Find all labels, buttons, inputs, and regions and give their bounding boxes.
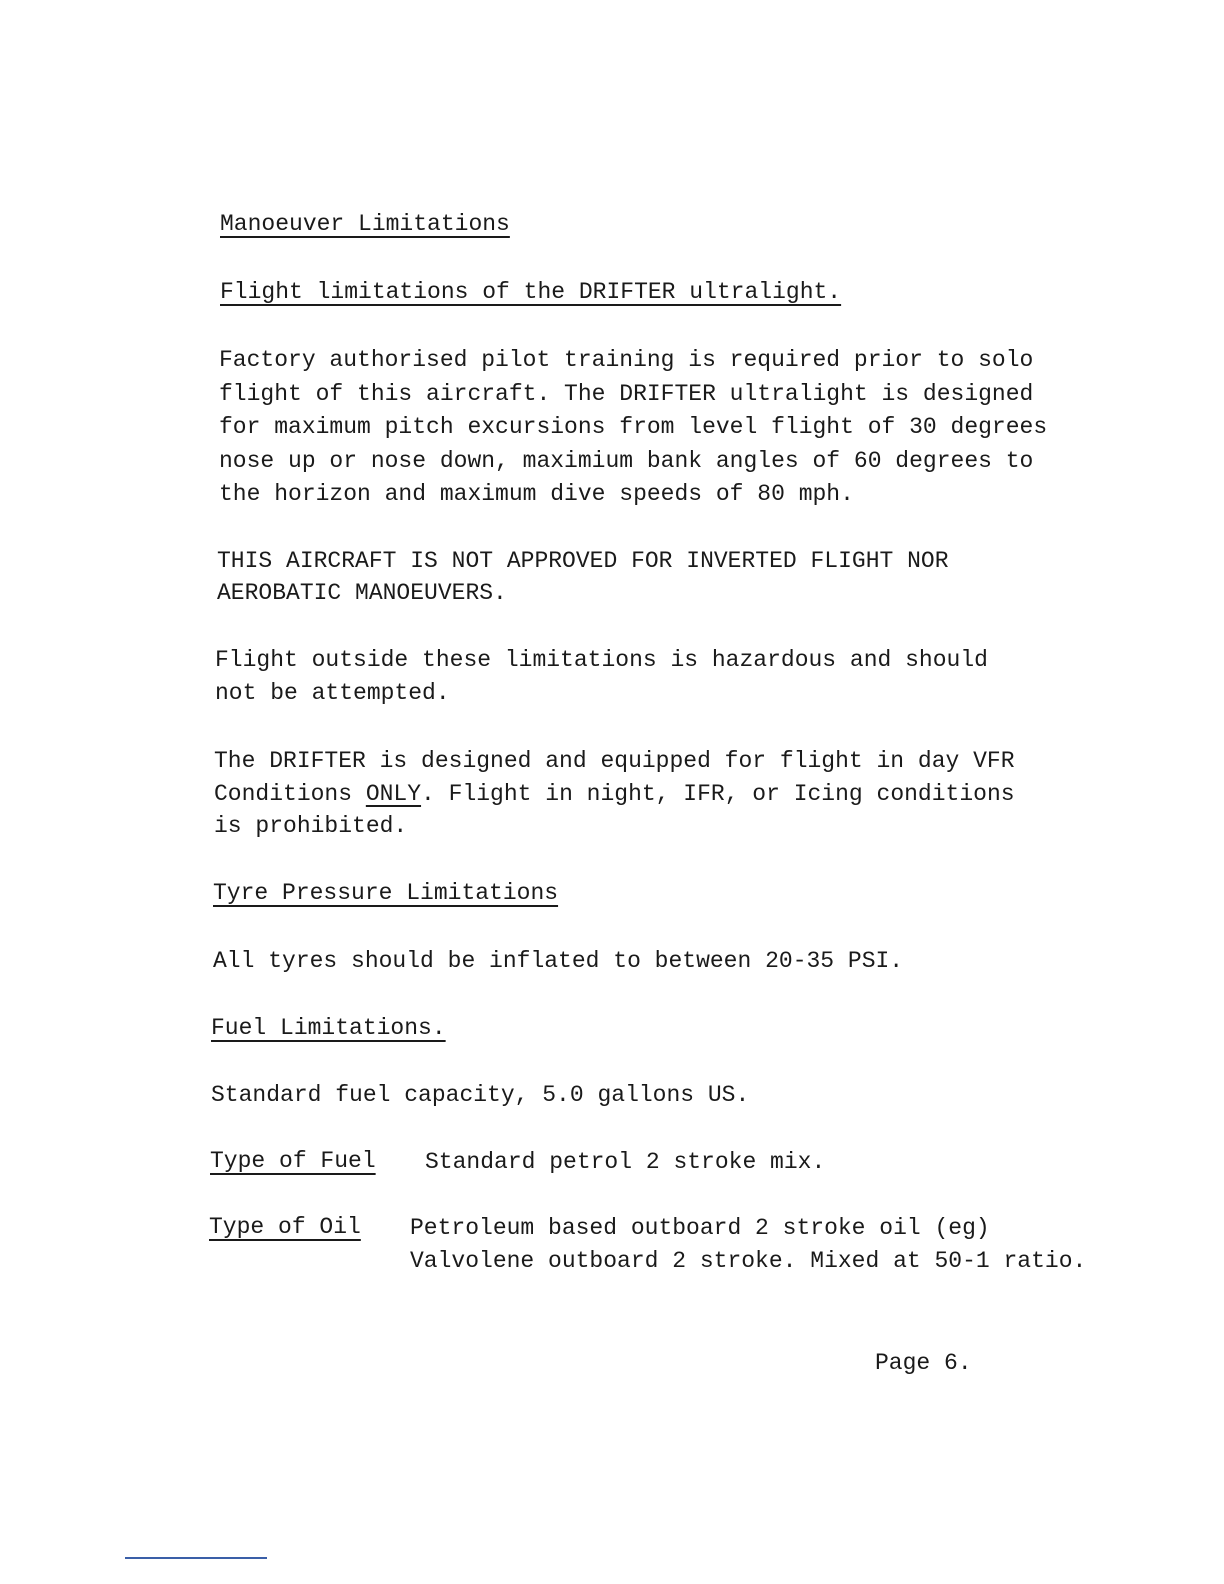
paragraph-line: The DRIFTER is designed and equipped for flight in day VFR [214,748,1015,774]
conditions-text: Conditions [214,781,366,807]
heading-fuel-limitations: Fuel Limitations. [211,1015,446,1041]
type-of-fuel-value: Standard petrol 2 stroke mix. [425,1149,826,1175]
heading-tyre-pressure: Tyre Pressure Limitations [213,880,559,906]
fuel-capacity-text: Standard fuel capacity, 5.0 gallons US. [211,1082,750,1108]
paragraph-line: not be attempted. [215,680,450,706]
paragraph-line: Flight outside these limitations is hazardous and should [215,647,988,673]
type-of-fuel-label: Type of Fuel [210,1148,376,1174]
paragraph-line: THIS AIRCRAFT IS NOT APPROVED FOR INVERTED FLIGHT NOR [217,548,949,574]
heading-manoeuver-limitations: Manoeuver Limitations [220,211,510,237]
paragraph-line: AEROBATIC MANOEUVERS. [217,580,507,606]
paragraph-line: for maximum pitch excursions from level flight of 30 degrees [219,414,1048,440]
paragraph-line: the horizon and maximum dive speeds of 80 mph. [219,481,854,507]
type-of-oil-value-line: Valvolene outboard 2 stroke. Mixed at 50-1 ratio. [410,1248,1087,1274]
heading-flight-limitations: Flight limitations of the DRIFTER ultralight. [220,279,842,305]
paragraph-line: flight of this aircraft. The DRIFTER ultralight is designed [219,381,1034,407]
conditions-rest-text: . Flight in night, IFR, or Icing conditions [421,781,1015,807]
page-number: Page 6. [875,1350,972,1376]
paragraph-line: is prohibited. [214,813,408,839]
scan-edge-mark [125,1557,267,1559]
type-of-oil-label: Type of Oil [209,1214,361,1240]
paragraph-line: Factory authorised pilot training is required prior to solo [219,347,1034,373]
paragraph-line: nose up or nose down, maximium bank angles of 60 degrees to [219,448,1034,474]
paragraph-line [214,780,1015,808]
only-emphasis: ONLY [365,781,422,807]
type-of-oil-value-line: Petroleum based outboard 2 stroke oil (eg) [410,1215,990,1241]
tyre-pressure-text: All tyres should be inflated to between 20-35 PSI. [213,948,904,974]
